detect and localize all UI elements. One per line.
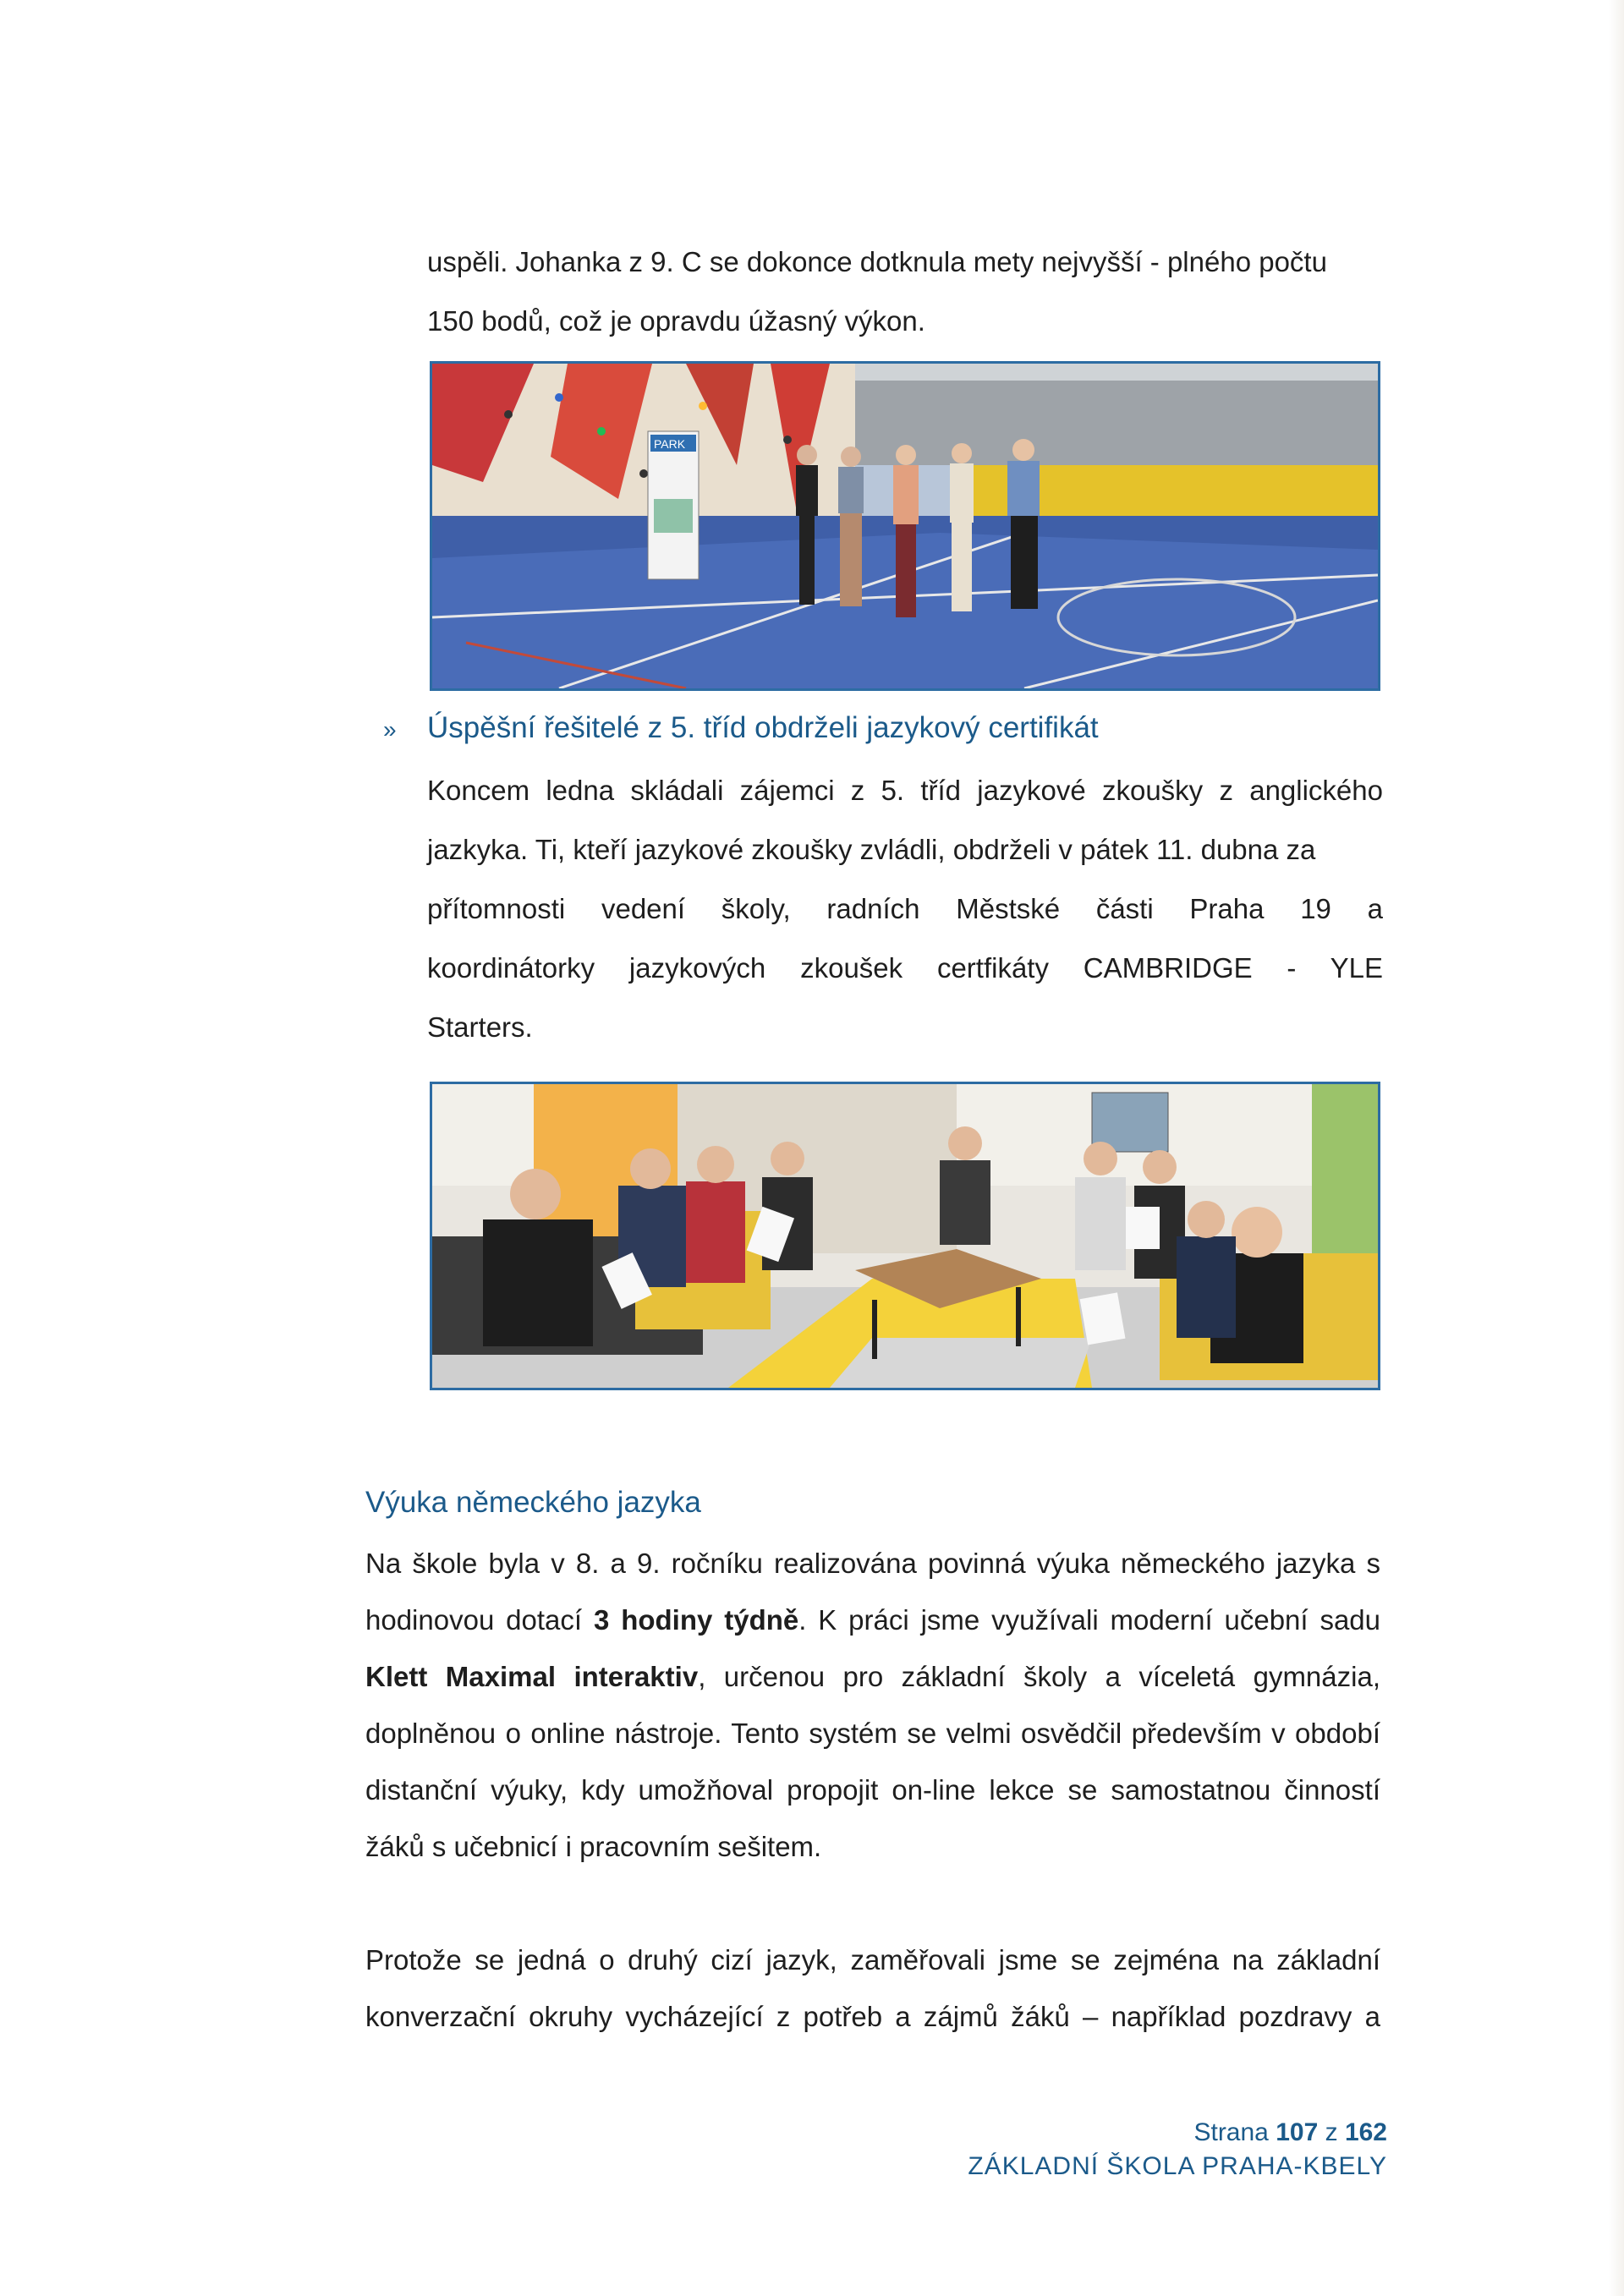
german-p2-line-1: Protože se jedná o druhý cizí jazyk, zaměřovali jsme se zejména na základní	[365, 1944, 1380, 1975]
german-p1-line-4: doplněnou o online nástroje. Tento systém se velmi osvědčil především v období	[365, 1718, 1380, 1749]
german-textbook-bold: Klett Maximal interaktiv	[365, 1661, 699, 1692]
cert-para-line-2: jazkyka. Ti, kteří jazykové zkoušky zvládli, obdrželi v pátek 11. dubna za	[427, 834, 1316, 865]
intro-line-1: uspěli. Johanka z 9. C se dokonce dotknula mety nejvyšší - plného počtu	[427, 246, 1327, 277]
photo-sports-hall	[430, 361, 1380, 691]
german-p1-line-5: distanční výuky, kdy umožňoval propojit on-line lekce se samostatnou činností	[365, 1774, 1380, 1806]
german-p1-line-1: Na škole byla v 8. a 9. ročníku realizována povinná výuka německého jazyka s	[365, 1548, 1380, 1579]
school-name: ZÁKLADNÍ ŠKOLA PRAHA-KBELY	[968, 2152, 1387, 2180]
page-number	[1193, 2116, 1387, 2150]
sports-hall-illustration	[432, 364, 1378, 688]
cert-para-line-3: přítomnosti vedení školy, radních Městské části Praha 19 a	[427, 893, 1383, 924]
german-p2-line-2: konverzační okruhy vycházející z potřeb a zájmů žáků – například pozdravy a	[365, 2001, 1380, 2032]
cert-para-line-5: Starters.	[427, 1011, 533, 1043]
banner-text: PARK	[654, 437, 686, 451]
section-german-title: Výuka německého jazyka	[365, 1486, 701, 1519]
cert-para-line-4: koordinátorky jazykových zkoušek certfikáty CAMBRIDGE - YLE	[427, 952, 1383, 984]
german-p1-line-3-b: , určenou pro základní školy a víceletá gymnázia,	[698, 1661, 1380, 1692]
section-bullet: »	[383, 716, 397, 743]
german-p1-line-2-a: hodinovou dotací	[365, 1604, 594, 1636]
german-p1-line-2-c: . K práci jsme využívali moderní učební sadu	[798, 1604, 1381, 1636]
page-separator: z	[1318, 2118, 1345, 2146]
section-cert-title: Úspěšní řešitelé z 5. tříd obdrželi jazykový certifikát	[427, 711, 1099, 744]
german-p1-line-6: žáků s učebnicí i pracovním sešitem.	[365, 1831, 822, 1862]
page-total: 162	[1344, 2118, 1387, 2146]
scan-edge	[1609, 0, 1624, 2296]
german-hours-bold: 3 hodiny týdně	[593, 1604, 799, 1636]
cert-para-line-1: Koncem ledna skládali zájemci z 5. tříd jazykové zkoušky z anglického	[427, 775, 1383, 806]
page-prefix: Strana	[1193, 2118, 1276, 2146]
photo-students-certificates	[430, 1082, 1380, 1390]
intro-line-2: 150 bodů, což je opravdu úžasný výkon.	[427, 305, 925, 337]
students-illustration	[432, 1084, 1378, 1388]
page-current: 107	[1276, 2118, 1319, 2146]
german-p1-line-2	[365, 1591, 1380, 1650]
german-p1-line-3	[365, 1647, 1380, 1707]
